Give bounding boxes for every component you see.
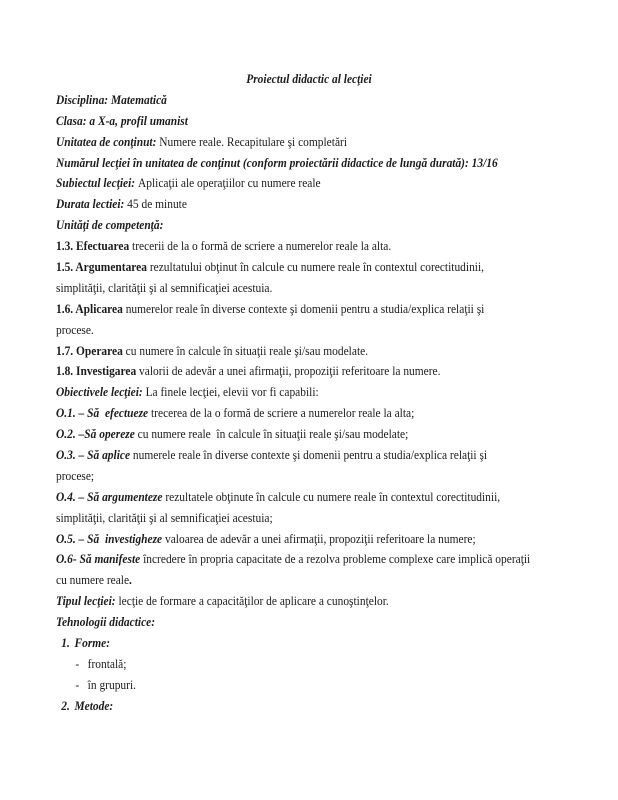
run-label: Tehnologii didactice: xyxy=(56,614,156,630)
line-unitati-competenta xyxy=(56,215,551,236)
line-competenta-1-8 xyxy=(56,361,551,382)
list-item-forme xyxy=(56,633,551,654)
list-item-metode xyxy=(56,696,551,717)
run-text: simplităţii, clarităţii şi al semnificaţiei acestuia; xyxy=(56,509,273,525)
run-label: O.6- Să manifeste xyxy=(56,551,144,567)
run-label: Unitatea de conţinut: xyxy=(56,133,160,149)
line-obiectiv-o5 xyxy=(56,529,551,550)
run-text: procese. xyxy=(56,321,94,337)
run-label: 1.8. Investigarea xyxy=(56,363,140,379)
run-text: rezultatului obţinut în calcule cu numere reale în contextul corectitudinii, xyxy=(149,259,485,275)
run-label: 1.7. Operarea xyxy=(56,342,126,358)
run-label: 1.5. Argumentarea xyxy=(56,259,150,275)
run-label: . xyxy=(129,572,132,588)
line-subiectul-lectiei xyxy=(56,173,551,194)
line-obiectivele-lectiei xyxy=(56,382,551,403)
run-label: Clasa: a X-a, profil umanist xyxy=(56,112,188,128)
run-label: Obiectivele lecţiei: xyxy=(56,384,146,400)
line-obiectiv-o4-cont xyxy=(56,508,551,529)
run-text: lecţie de formare a capacităţilor de aplicare a cunoştinţelor. xyxy=(118,593,389,609)
line-obiectiv-o3-cont xyxy=(56,466,551,487)
line-competenta-1-5 xyxy=(56,257,551,278)
run-text: 45 de minute xyxy=(127,196,187,212)
dash-bullet: - xyxy=(75,676,80,692)
run-text: procese; xyxy=(56,467,95,483)
run-text: numerelor reale în diverse contexte şi domenii pentru a studia/explica relaţii şi xyxy=(125,300,485,316)
line-obiectiv-o6-cont xyxy=(56,570,551,591)
run-label: O.5. – Să investigheze xyxy=(56,530,166,546)
run-text: valorii de adevăr a unei afirmaţii, propoziţii referitoare la numere. xyxy=(139,363,441,379)
list-item-label: Forme: xyxy=(74,635,111,651)
run-label: Durata lectiei: xyxy=(56,196,128,212)
run-label: Disciplina: Matematică xyxy=(56,91,167,107)
line-obiectiv-o6 xyxy=(56,549,551,570)
list-number: 1. xyxy=(61,635,70,651)
run-label: 1.6. Aplicarea xyxy=(56,300,126,316)
line-obiectiv-o1 xyxy=(56,403,551,424)
line-competenta-1-3 xyxy=(56,236,551,257)
line-durata-lectiei xyxy=(56,194,551,215)
run-label: 1.3. Efectuarea xyxy=(56,238,133,254)
run-text: cu numere în calcule în situaţii reale şi/sau modelate. xyxy=(125,342,369,358)
line-obiectiv-o3 xyxy=(56,445,551,466)
run-label: O.4. – Să argumenteze xyxy=(56,488,166,504)
run-label: O.2. –Să opereze xyxy=(56,426,138,442)
run-text: cu numere reale în calcule în situaţii reale şi/sau modelate; xyxy=(137,426,409,442)
run-label: O.3. – Să aplice xyxy=(56,447,133,463)
line-numarul-lectiei xyxy=(56,153,551,174)
run-label: Subiectul lecţiei: xyxy=(56,175,138,191)
run-text: numerele reale în diverse contexte şi domenii pentru a studia/explica relaţii şi xyxy=(132,447,488,463)
doc-title xyxy=(37,69,581,90)
run-text: rezultatele obţinute în calcule cu numere reale în contextul corectitudinii, xyxy=(165,488,501,504)
run-text: încredere în propria capacitate de a rezolva probleme complexe care implică operaţii xyxy=(143,551,531,567)
list-item-label: frontală; xyxy=(87,655,127,671)
line-unitatea-continut xyxy=(56,132,551,153)
run-label: Numărul lecţiei în unitatea de conţinut (conform proiectării didactice de lungă durată): 13/16 xyxy=(56,154,498,170)
run-label: Unităţi de competenţă: xyxy=(56,217,164,233)
line-clasa xyxy=(56,111,551,132)
list-item-in-grupuri xyxy=(56,675,551,696)
line-tipul-lectiei xyxy=(56,591,551,612)
list-item-label: în grupuri. xyxy=(87,676,136,692)
run-text: Numere reale. Recapitulare şi completări xyxy=(159,133,348,149)
list-number: 2. xyxy=(61,697,70,713)
line-disciplina xyxy=(56,90,551,111)
dash-bullet: - xyxy=(75,655,80,671)
list-item-label: Metode: xyxy=(74,697,114,713)
run-text: Aplicaţii ale operaţiilor cu numere reale xyxy=(137,175,321,191)
line-competenta-1-5-cont xyxy=(56,278,551,299)
run-text: trecerea de la o formă de scriere a numerelor reale la alta; xyxy=(150,405,415,421)
run-text: valoarea de adevăr a unei afirmaţii, propoziţii referitoare la numere; xyxy=(165,530,476,546)
run-text: La finele lecţiei, elevii vor fi capabili: xyxy=(145,384,319,400)
list-item-frontala xyxy=(56,654,551,675)
run-label: Tipul lecţiei: xyxy=(56,593,119,609)
doc-title-text: Proiectul didactic al lecţiei xyxy=(246,71,372,86)
run-text: simplităţii, clarităţii şi al semnificaţiei acestuia. xyxy=(56,279,273,295)
line-obiectiv-o4 xyxy=(56,487,551,508)
run-text: trecerii de la o formă de scriere a numerelor reale la alta. xyxy=(132,238,392,254)
doc-body xyxy=(0,90,618,717)
run-text: cu numere reale xyxy=(56,572,130,588)
line-competenta-1-6-cont xyxy=(56,320,551,341)
line-competenta-1-6 xyxy=(56,299,551,320)
run-label: O.1. – Să efectueze xyxy=(56,405,151,421)
line-obiectiv-o2 xyxy=(56,424,551,445)
line-tehnologii-didactice xyxy=(56,612,551,633)
line-competenta-1-7 xyxy=(56,341,551,362)
